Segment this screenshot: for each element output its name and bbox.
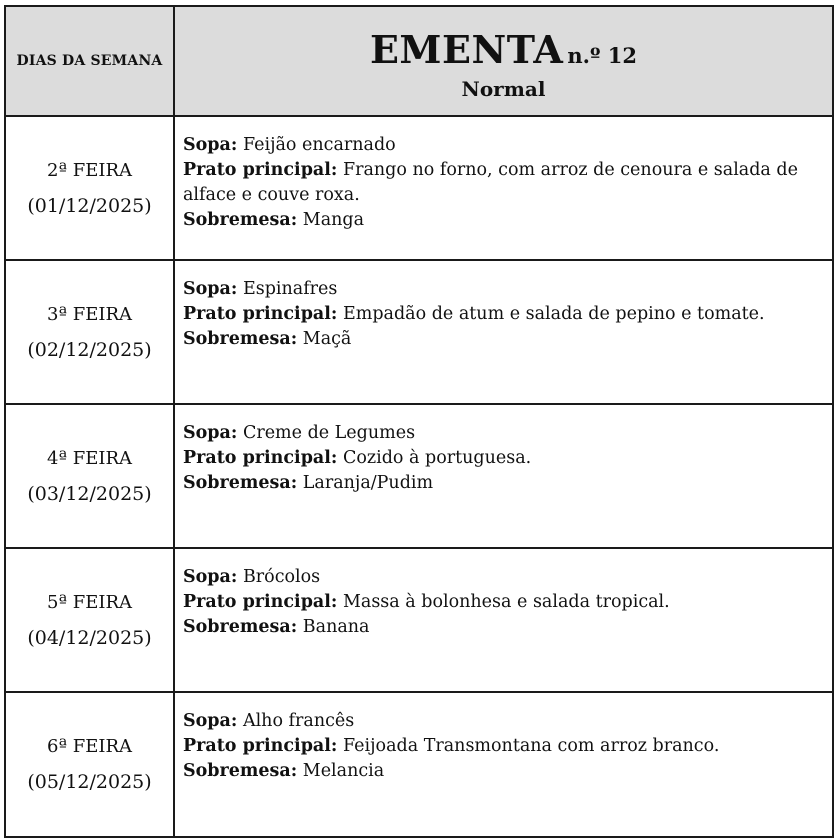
soup-value: Espinafres	[242, 279, 338, 299]
day-date: (01/12/2025)	[27, 194, 152, 217]
day-name: 4ª FEIRA	[46, 447, 133, 469]
main-label: Prato principal:	[183, 592, 338, 612]
day-date: (05/12/2025)	[27, 771, 152, 793]
soup-line	[183, 565, 824, 590]
main-value: Cozido à portuguesa.	[342, 448, 532, 468]
dessert-line	[183, 208, 824, 233]
menu-table	[4, 5, 834, 838]
dessert-value: Melancia	[302, 761, 385, 781]
main-label: Prato principal:	[183, 160, 338, 180]
soup-label: Sopa:	[183, 135, 238, 155]
dessert-line	[183, 471, 824, 496]
soup-value: Alho francês	[242, 711, 355, 731]
day-cell	[5, 692, 174, 837]
main-value: Feijoada Transmontana com arroz branco.	[342, 736, 720, 756]
main-label: Prato principal:	[183, 304, 338, 324]
day-date: (02/12/2025)	[27, 338, 152, 361]
page-title: EMENTA	[369, 27, 564, 72]
header-row	[5, 6, 833, 116]
dessert-value: Maçã	[302, 329, 352, 349]
day-cell	[5, 260, 174, 404]
day-name: 6ª FEIRA	[46, 736, 133, 757]
soup-label: Sopa:	[183, 567, 238, 587]
main-line	[183, 734, 824, 759]
soup-line	[183, 421, 824, 446]
soup-line	[183, 133, 824, 158]
day-row-tuesday	[5, 260, 833, 404]
dessert-label: Sobremesa:	[183, 329, 298, 349]
day-name: 2ª FEIRA	[46, 159, 133, 181]
day-row-friday	[5, 692, 833, 837]
day-row-wednesday	[5, 404, 833, 548]
main-value: Massa à bolonhesa e salada tropical.	[342, 592, 670, 612]
day-date: (03/12/2025)	[27, 482, 152, 505]
dessert-line	[183, 615, 824, 640]
main-line	[183, 158, 824, 208]
soup-value: Brócolos	[242, 567, 321, 587]
day-name: 5ª FEIRA	[46, 591, 133, 613]
day-cell	[5, 116, 174, 260]
dessert-line	[183, 327, 824, 352]
dessert-value: Manga	[302, 210, 365, 230]
dessert-value: Laranja/Pudim	[302, 473, 434, 493]
dessert-label: Sobremesa:	[183, 210, 298, 230]
dessert-value: Banana	[302, 617, 370, 637]
soup-label: Sopa:	[183, 423, 238, 443]
day-cell	[5, 548, 174, 692]
menu-number: n.º 12	[567, 43, 638, 68]
main-line	[183, 302, 824, 327]
soup-line	[183, 277, 824, 302]
dessert-label: Sobremesa:	[183, 617, 298, 637]
soup-value: Creme de Legumes	[242, 423, 416, 443]
meal-cell	[174, 260, 833, 404]
day-cell	[5, 404, 174, 548]
main-label: Prato principal:	[183, 736, 338, 756]
days-header: DIAS DA SEMANA	[5, 6, 174, 116]
day-name: 3ª FEIRA	[46, 303, 133, 325]
meal-cell	[174, 692, 833, 837]
main-value: Empadão de atum e salada de pepino e tomate.	[342, 304, 765, 324]
main-line	[183, 590, 824, 615]
menu-type: Normal	[461, 77, 546, 101]
meal-cell	[174, 404, 833, 548]
soup-label: Sopa:	[183, 711, 238, 731]
main-value: Frango no forno, com arroz de cenoura e salada de alface e couve roxa.	[183, 160, 798, 205]
title-cell	[174, 6, 833, 116]
day-row-thursday	[5, 548, 833, 692]
dessert-label: Sobremesa:	[183, 761, 298, 781]
main-line	[183, 446, 824, 471]
soup-label: Sopa:	[183, 279, 238, 299]
dessert-label: Sobremesa:	[183, 473, 298, 493]
meal-cell	[174, 548, 833, 692]
day-date: (04/12/2025)	[27, 626, 152, 649]
meal-cell	[174, 116, 833, 260]
soup-value: Feijão encarnado	[242, 135, 396, 155]
day-row-monday	[5, 116, 833, 260]
soup-line	[183, 709, 824, 734]
main-label: Prato principal:	[183, 448, 338, 468]
